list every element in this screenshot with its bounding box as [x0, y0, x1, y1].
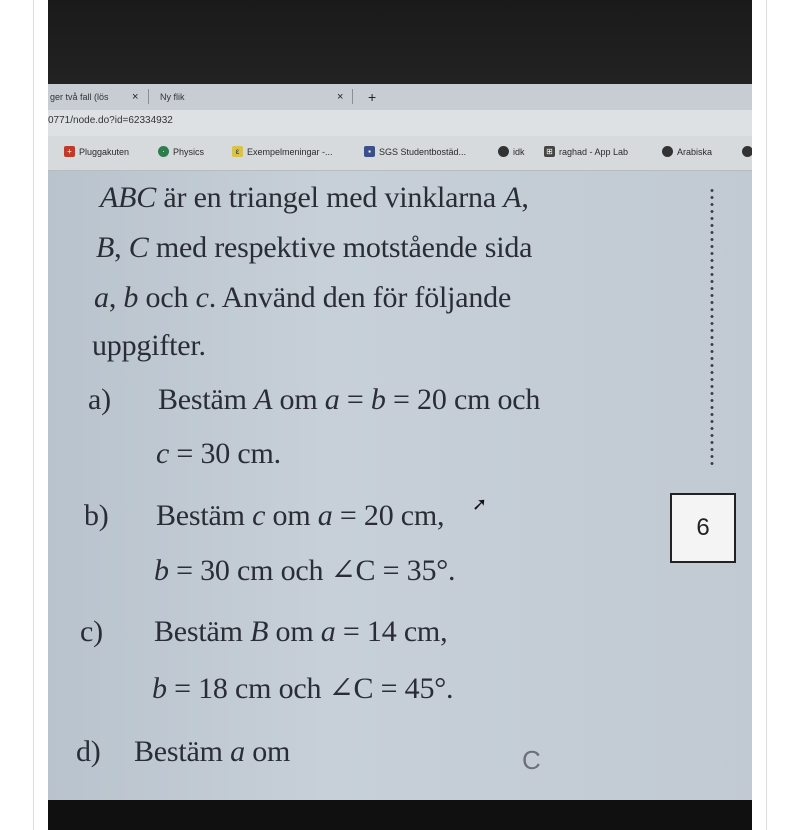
- intro-line-2: [96, 231, 532, 265]
- text-run: Bestäm: [154, 615, 251, 648]
- text-run: =: [339, 383, 371, 416]
- math-variable: a: [324, 383, 340, 416]
- item-a-line-1: [158, 383, 540, 417]
- tab-bar: [48, 84, 752, 111]
- math-variable: C: [128, 231, 149, 264]
- math-variable: b: [152, 672, 167, 705]
- tab-new-tab-close-icon[interactable]: ×: [337, 91, 344, 103]
- physics-icon: ·: [158, 146, 169, 157]
- math-variable: a: [317, 499, 333, 532]
- page-number-box: 6: [670, 493, 736, 563]
- bookmark-label: raghad - App Lab: [559, 146, 629, 157]
- item-d-line-1: [134, 735, 290, 769]
- item-c-line-2: [152, 671, 453, 706]
- math-variable: c: [195, 281, 209, 314]
- pluggakuten-icon: +: [64, 146, 75, 157]
- text-run: om: [244, 735, 291, 768]
- math-variable: c: [156, 437, 170, 470]
- tab-two-cases-close-icon[interactable]: ×: [132, 91, 139, 103]
- left-frame-border: [33, 0, 34, 830]
- bookmark-label: idk: [513, 146, 525, 157]
- monitor-bezel-top: [48, 0, 752, 84]
- math-variable: A: [503, 181, 522, 214]
- exempelmeningar-icon: ε: [232, 146, 243, 157]
- text-run: om: [272, 383, 325, 416]
- bookmark-sgs[interactable]: [364, 146, 466, 157]
- address-bar[interactable]: [48, 110, 752, 136]
- bookmark-pluggakuten[interactable]: [64, 146, 129, 157]
- intro-line-1: [100, 181, 529, 215]
- bookmark-label: Pluggakuten: [79, 146, 130, 157]
- text-run: Bestäm: [158, 383, 255, 416]
- bookmark-overflow-icon[interactable]: [742, 146, 752, 157]
- bookmark-idk[interactable]: [498, 146, 525, 157]
- item-a-line-2: [156, 437, 281, 471]
- math-variable: b: [370, 383, 386, 416]
- text-run: . Använd den för följande: [208, 281, 512, 314]
- tab-new-tab[interactable]: Ny flik: [160, 92, 185, 102]
- textbook-page: [48, 171, 752, 800]
- text-run: ,: [521, 181, 529, 214]
- applab-icon: ⊞: [544, 146, 555, 157]
- math-variable: c: [252, 499, 266, 532]
- text-run: Bestäm: [156, 499, 253, 532]
- tab-two-cases[interactable]: ger två fall (lös: [50, 92, 109, 102]
- item-b-line-1: [156, 499, 444, 533]
- text-run: = 14 cm,: [335, 615, 448, 648]
- corner-letter: C: [522, 745, 541, 775]
- dotted-margin-line: [710, 187, 714, 467]
- item-d-label: d): [76, 735, 101, 768]
- math-variable: B: [250, 615, 269, 648]
- intro-line-3: [94, 281, 511, 315]
- photo-of-screen: [48, 0, 752, 830]
- item-c-line-1: [154, 615, 447, 649]
- text-run: om: [265, 499, 318, 532]
- text-run: = 20 cm,: [332, 499, 445, 532]
- tab-separator: [352, 89, 353, 104]
- bookmark-exempelmeningar[interactable]: [232, 146, 333, 157]
- text-run: ,: [114, 231, 129, 264]
- math-variable: b: [123, 281, 139, 314]
- right-frame-border: [766, 0, 767, 830]
- math-variable: B: [96, 231, 115, 264]
- item-b-line-2: [154, 553, 455, 588]
- math-variable: a: [94, 281, 109, 314]
- tab-separator: [148, 89, 149, 104]
- item-a-label: a): [88, 383, 111, 416]
- math-variable: a: [320, 615, 336, 648]
- text-run: = 30 cm.: [169, 437, 281, 470]
- intro-line-4: [92, 329, 206, 363]
- math-variable: a: [230, 735, 245, 768]
- text-run: Bestäm: [134, 735, 231, 768]
- bookmark-label: SGS Studentbostäd...: [379, 146, 467, 157]
- text-run: om: [268, 615, 321, 648]
- url-text[interactable]: 0771/node.do?id=62334932: [48, 115, 173, 126]
- bookmark-label: Arabiska: [677, 146, 713, 157]
- text-run: med respektive motstående sida: [148, 231, 533, 264]
- bookmark-arabiska[interactable]: [662, 146, 712, 157]
- text-run: = 20 cm och: [385, 383, 541, 416]
- bookmarks-bar: [48, 136, 752, 171]
- text-run: = 18 cm och ∠C = 45°.: [166, 672, 454, 705]
- sgs-icon: ▪: [364, 146, 375, 157]
- bookmark-applab[interactable]: [544, 146, 628, 157]
- text-run: uppgifter.: [92, 329, 206, 362]
- item-b-label: b): [84, 499, 109, 532]
- text-run: = 30 cm och ∠C = 35°.: [168, 554, 456, 587]
- math-variable: ABC: [100, 181, 157, 214]
- text-run: och: [138, 281, 196, 314]
- mouse-cursor-icon: ➚: [472, 494, 488, 514]
- idk-icon: [498, 146, 509, 157]
- new-tab-plus-icon[interactable]: +: [368, 89, 377, 105]
- arabiska-icon: [662, 146, 673, 157]
- bookmark-label: Exempelmeningar -...: [247, 146, 333, 157]
- text-run: är en triangel med vinklarna: [156, 181, 504, 214]
- math-variable: A: [254, 383, 273, 416]
- monitor-bezel-bottom: [48, 800, 752, 830]
- text-run: ,: [108, 281, 124, 314]
- bookmark-label: Physics: [173, 146, 205, 157]
- math-variable: b: [154, 554, 169, 587]
- bookmark-physics[interactable]: [158, 146, 204, 157]
- item-c-label: c): [80, 615, 103, 648]
